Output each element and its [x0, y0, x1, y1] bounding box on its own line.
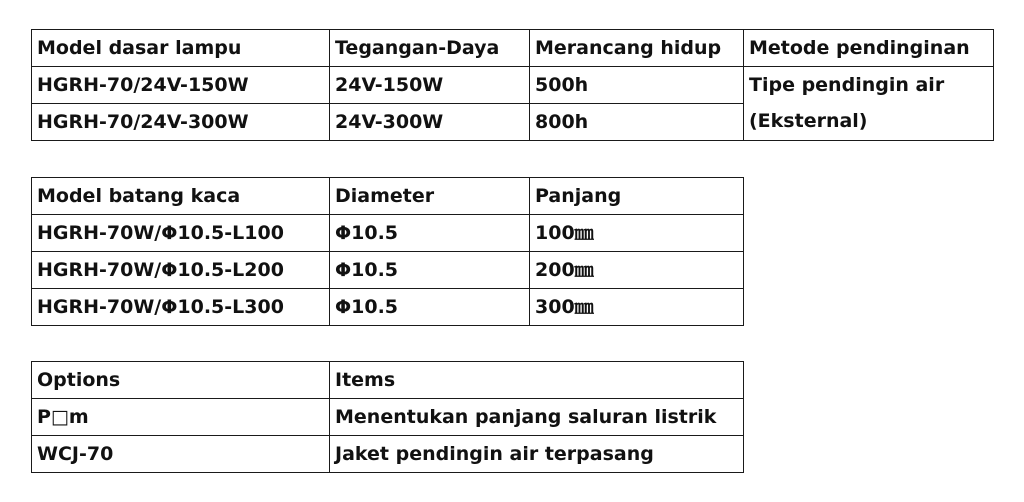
table-cell: WCJ-70: [32, 436, 330, 473]
table-row: [32, 399, 744, 436]
table-header-row: [32, 30, 994, 67]
table-cell: HGRH-70W/Φ10.5-L300: [32, 289, 330, 326]
table-cell: HGRH-70W/Φ10.5-L100: [32, 215, 330, 252]
table-cell: Jaket pendingin air terpasang: [330, 436, 744, 473]
table-cell: 100㎜: [530, 215, 744, 252]
table-row: [32, 67, 994, 104]
table-cell: 800h: [530, 104, 744, 141]
table-header-row: [32, 178, 744, 215]
column-header: Metode pendinginan: [744, 30, 994, 67]
table-row: [32, 436, 744, 473]
table-row: [32, 215, 744, 252]
lamp-model-table: [31, 29, 994, 141]
table-cell: Φ10.5: [330, 252, 530, 289]
glass-rod-table: [31, 177, 744, 326]
options-table: [31, 361, 744, 473]
table-cell: 24V-300W: [330, 104, 530, 141]
table-cell: Φ10.5: [330, 289, 530, 326]
table-cell: Φ10.5: [330, 215, 530, 252]
table-row: [32, 104, 994, 141]
table-cell: 300㎜: [530, 289, 744, 326]
table-cell: 24V-150W: [330, 67, 530, 104]
table-cell: 500h: [530, 67, 744, 104]
table-header-row: [32, 362, 744, 399]
column-header: Diameter: [330, 178, 530, 215]
table-cell: P□m: [32, 399, 330, 436]
table-cell: HGRH-70/24V-150W: [32, 67, 330, 104]
column-header: Items: [330, 362, 744, 399]
column-header: Tegangan-Daya: [330, 30, 530, 67]
table-row: [32, 289, 744, 326]
table-cell: HGRH-70/24V-300W: [32, 104, 330, 141]
table-cell: 200㎜: [530, 252, 744, 289]
table-cell: Tipe pendingin air: [744, 67, 994, 104]
column-header: Model dasar lampu: [32, 30, 330, 67]
column-header: Options: [32, 362, 330, 399]
table-cell: Menentukan panjang saluran listrik: [330, 399, 744, 436]
column-header: Merancang hidup: [530, 30, 744, 67]
column-header: Model batang kaca: [32, 178, 330, 215]
table-row: [32, 252, 744, 289]
table-cell: HGRH-70W/Φ10.5-L200: [32, 252, 330, 289]
table-cell: (Eksternal): [744, 104, 994, 141]
column-header: Panjang: [530, 178, 744, 215]
